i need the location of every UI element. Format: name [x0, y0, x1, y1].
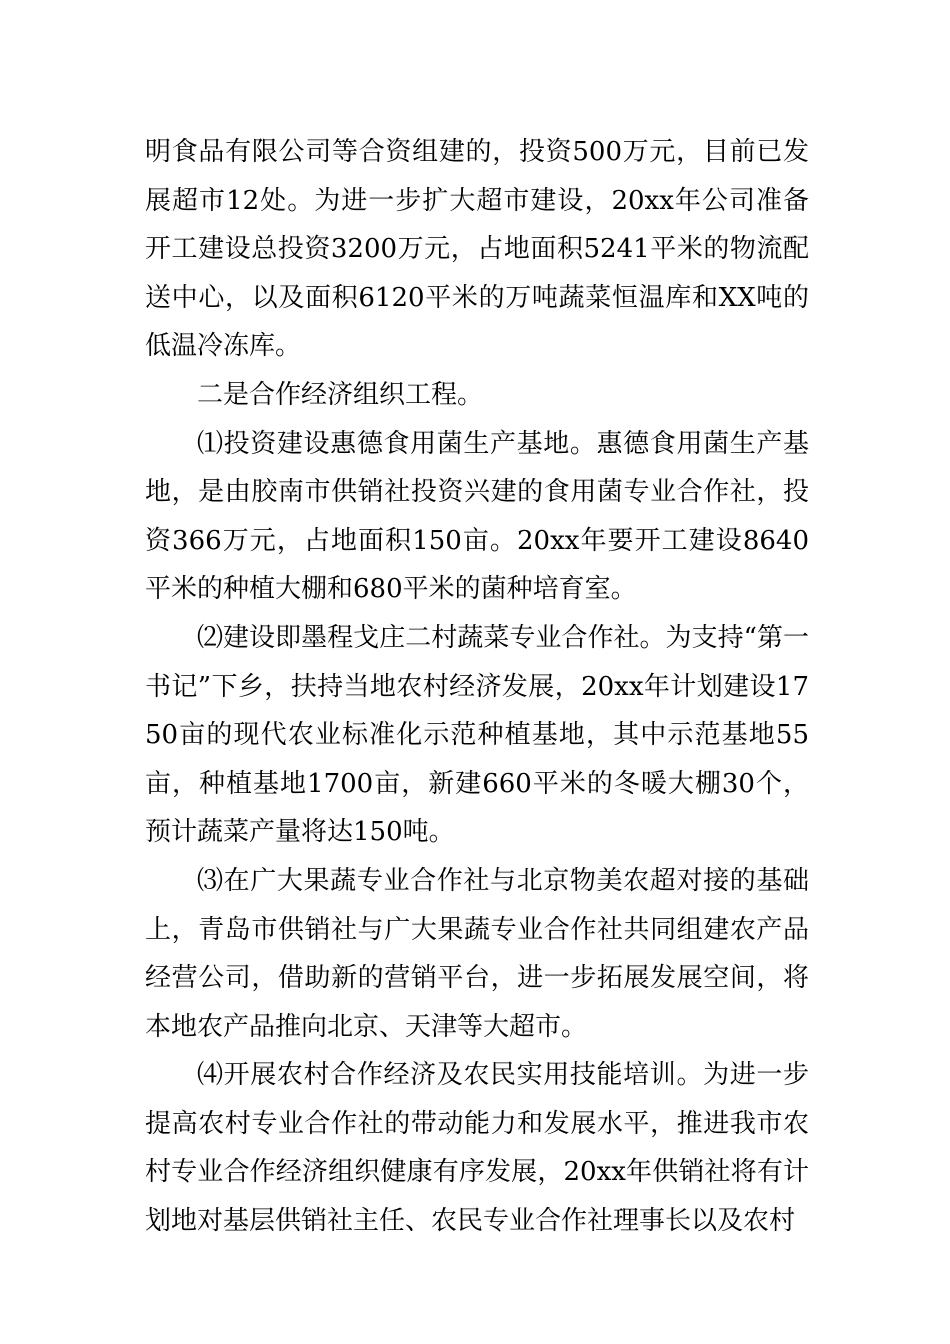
paragraph-item-4: ⑷开展农村合作经济及农民实用技能培训。为进一步提高农村专业合作社的带动能力和发展水平，推进我市农村专业合作经济组织健康有序发展，20xx年供销社将有计划地对基层供销社主任、农民专业合作社理事长以及农村	[145, 1060, 809, 1237]
document-page	[145, 128, 809, 1246]
paragraph-section-heading: 二是合作经济组织工程。	[197, 379, 484, 410]
paragraph-item-3: ⑶在广大果蔬专业合作社与北京物美农超对接的基础上，青岛市供销社与广大果蔬专业合作社共同组建农产品经营公司，借助新的营销平台，进一步拓展发展空间，将本地农产品推向北京、天津等大超市。	[145, 865, 809, 1042]
paragraph-item-2: ⑵建设即墨程戈庄二村蔬菜专业合作社。为支持“第一书记”下乡，扶持当地农村经济发展，20xx年计划建设1750亩的现代农业标准化示范种植基地，其中示范基地55亩，种植基地1700亩，新建660平米的冬暖大棚30个，预计蔬菜产量将达150吨。	[145, 622, 809, 848]
paragraph-item-1: ⑴投资建设惠德食用菌生产基地。惠德食用菌生产基地，是由胶南市供销社投资兴建的食用菌专业合作社，投资366万元，占地面积150亩。20xx年要开工建设8640平米的种植大棚和680平米的菌种培育室。	[145, 428, 809, 605]
paragraph-continuation: 明食品有限公司等合资组建的，投资500万元，目前已发展超市12处。为进一步扩大超市建设，20xx年公司准备开工建设总投资3200万元，占地面积5241平米的物流配送中心，以及面积6120平米的万吨蔬菜恒温库和XX吨的低温冷冻库。	[145, 137, 809, 362]
